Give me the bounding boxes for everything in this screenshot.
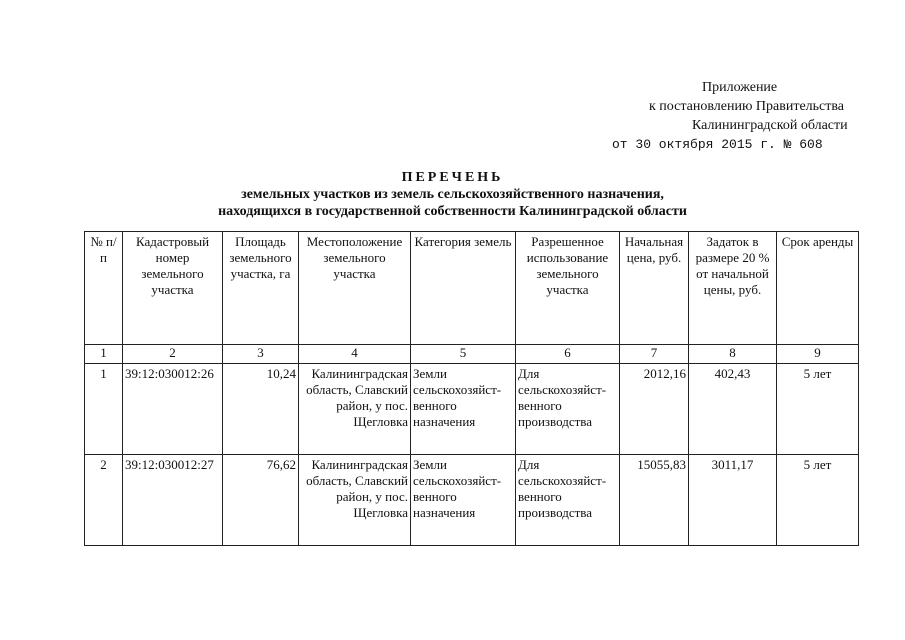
deposit-amount: 402,43 [689, 364, 777, 455]
plot-location: Калининградская область, Славский район, у пос. Щегловка [299, 364, 411, 455]
starting-price: 2012,16 [620, 364, 689, 455]
column-number: 7 [620, 345, 689, 364]
header-cell: Местоположение земельного участка [299, 232, 411, 345]
title-line-2: земельных участков из земель сельскохозяйственного назначения, [241, 187, 664, 202]
header-row [85, 232, 859, 345]
row-number: 2 [85, 455, 123, 546]
column-number: 9 [777, 345, 859, 364]
appendix-line-1: Приложение [702, 80, 778, 95]
row-number: 1 [85, 364, 123, 455]
land-category: Земли сельскохозяйст-венного назначения [411, 455, 516, 546]
table-row [85, 455, 859, 546]
plot-area: 76,62 [223, 455, 299, 546]
lease-term: 5 лет [777, 455, 859, 546]
header-cell: Категория земель [411, 232, 516, 345]
starting-price: 15055,83 [620, 455, 689, 546]
title-line-3: находящихся в государственной собственности Калининградской области [218, 204, 687, 219]
title-heading: ПЕРЕЧЕНЬ [401, 170, 504, 185]
cadastral-number: 39:12:030012:27 [123, 455, 223, 546]
lease-term: 5 лет [777, 364, 859, 455]
plot-location: Калининградская область, Славский район, у пос. Щегловка [299, 455, 411, 546]
column-number: 2 [123, 345, 223, 364]
land-plots-table [84, 231, 859, 546]
header-cell: Кадастровый номер земельного участка [123, 232, 223, 345]
appendix-block [600, 78, 875, 154]
permitted-usage: Для сельскохозяйст-венного производства [516, 364, 620, 455]
header-cell: Разрешенное использование земельного участка [516, 232, 620, 345]
header-cell: Срок аренды [777, 232, 859, 345]
column-number-row [85, 345, 859, 364]
appendix-line-2: к постановлению Правительства [649, 99, 845, 114]
table-row [85, 364, 859, 455]
column-number: 8 [689, 345, 777, 364]
appendix-date-number: от 30 октября 2015 г. № 608 [612, 137, 823, 152]
column-number: 6 [516, 345, 620, 364]
header-cell: Начальная цена, руб. [620, 232, 689, 345]
land-category: Земли сельскохозяйст-венного назначения [411, 364, 516, 455]
deposit-amount: 3011,17 [689, 455, 777, 546]
column-number: 4 [299, 345, 411, 364]
header-cell: Площадь земельного участка, га [223, 232, 299, 345]
document-title [0, 169, 905, 220]
appendix-line-3: Калининградской области [692, 118, 848, 133]
column-number: 1 [85, 345, 123, 364]
cadastral-number: 39:12:030012:26 [123, 364, 223, 455]
header-cell: Задаток в размере 20 % от начальной цены, руб. [689, 232, 777, 345]
column-number: 5 [411, 345, 516, 364]
permitted-usage: Для сельскохозяйст-венного производства [516, 455, 620, 546]
plot-area: 10,24 [223, 364, 299, 455]
column-number: 3 [223, 345, 299, 364]
header-cell: № п/п [85, 232, 123, 345]
